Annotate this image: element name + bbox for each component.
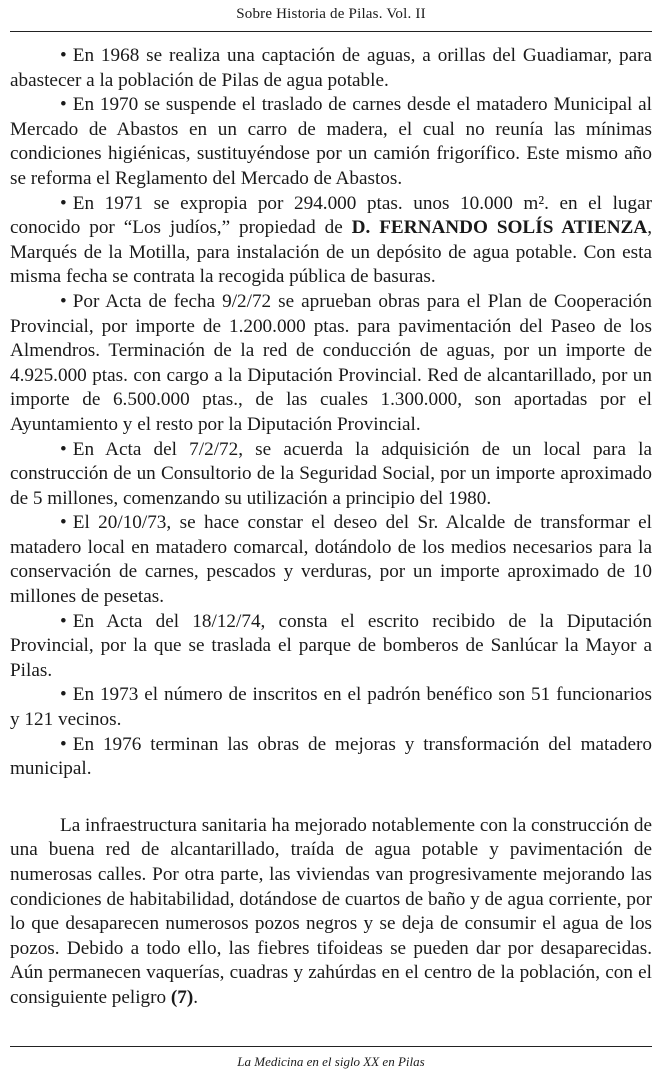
bullet: •	[60, 45, 67, 66]
item-text: En Acta del 18/12/74, consta el escrito recibido de la Diputación Provincial, por la que se traslada el parque de bomberos de Sanlúcar la Mayor a Pilas.	[10, 610, 652, 681]
bullet: •	[60, 94, 67, 116]
closing-end: .	[193, 986, 199, 1008]
list-item	[10, 438, 652, 512]
page-body	[10, 44, 652, 1011]
closing-paragraph	[10, 814, 652, 1011]
header-rule	[10, 31, 652, 32]
bullet: •	[60, 192, 67, 214]
footer-rule	[10, 1046, 652, 1047]
bullet: •	[60, 512, 67, 534]
bullet: •	[60, 438, 67, 460]
running-footer: La Medicina en el siglo XX en Pilas	[237, 1054, 425, 1069]
owner-name: D. FERNANDO SOLÍS ATIENZA	[351, 217, 648, 239]
list-item	[10, 511, 652, 609]
item-text: Por Acta de fecha 9/2/72 se aprueban obras para el Plan de Cooperación Provincial, por importe de 1.200.000 ptas. para pavimentación del Paseo de los Almendros. Terminación de la red de conducción de aguas, por un importe de 4.925.000 ptas. con cargo a la Diputación Provincial. Red de alcantarillado, por un importe de 6.500.000 ptas., de las cuales 1.300.000, son aportadas por el Ayuntamiento y el resto por la Diputación Provincial.	[10, 290, 652, 435]
list-item	[10, 44, 652, 93]
bullet: •	[60, 733, 67, 755]
item-text: En 1968 se realiza una captación de aguas, a orillas del Guadiamar, para abastecer a la población de Pilas de agua potable.	[10, 45, 652, 91]
bullet: •	[60, 290, 67, 312]
list-item	[10, 290, 652, 438]
list-item	[10, 733, 652, 782]
item-text: En 1970 se suspende el traslado de carnes desde el matadero Municipal al Mercado de Abastos en un carro de madera, el cual no reunía las mínimas condiciones higiénicas, sustituyéndose por un camión frigorífico. Este mismo año se reforma el Reglamento del Mercado de Abastos.	[10, 94, 652, 189]
item-text: , Marqués de la Motilla, para instalación de un depósito de agua potable. Con esta misma fecha se contrata la recogida pública de basuras.	[10, 217, 653, 288]
list-item	[10, 610, 652, 684]
bullet: •	[60, 610, 67, 632]
closing-text: La infraestructura sanitaria ha mejorado notablemente con la construcción de una buena red de alcantarillado, traída de agua potable y pavimentación de numerosas calles. Por otra parte, las viviendas van progresivamente mejorando las condiciones de habitabilidad, dotándose de cuartos de baño y de agua corriente, por lo que desaparecen numerosos pozos negros y se deja de consumir el agua de los pozos. Debido a todo ello, las fiebres tifoideas se pueden dar por desaparecidas. Aún permanecen vaquerías, cuadras y zahúrdas en el centro de la población, con el consiguiente peligro	[10, 814, 652, 1008]
item-text: En 1976 terminan las obras de mejoras y transformación del matadero municipal.	[10, 733, 652, 780]
list-item	[10, 192, 652, 290]
footnote-reference: (7)	[170, 986, 194, 1008]
item-text: En 1971 se expropia por 294.000 ptas. unos 10.000 m². en el lugar conocido por “Los judíos,” propiedad de	[10, 192, 652, 239]
item-text: En Acta del 7/2/72, se acuerda la adquisición de un local para la construcción de un Consultorio de la Seguridad Social, por un importe aproximado de 5 millones, comenzando su utilización a principio del 1980.	[10, 438, 652, 509]
list-item	[10, 93, 652, 191]
item-text: El 20/10/73, se hace constar el deseo del Sr. Alcalde de transformar el matadero local en matadero comarcal, dotándolo de los medios necesarios para la conservación de carnes, pescados y verduras, por un importe aproximado de 10 millones de pesetas.	[10, 512, 652, 608]
list-item	[10, 683, 652, 732]
bullet: •	[60, 684, 67, 706]
running-header: Sobre Historia de Pilas. Vol. II	[236, 6, 426, 22]
item-text: En 1973 el número de inscritos en el padrón benéfico son 51 funcionarios y 121 vecinos.	[10, 684, 652, 731]
